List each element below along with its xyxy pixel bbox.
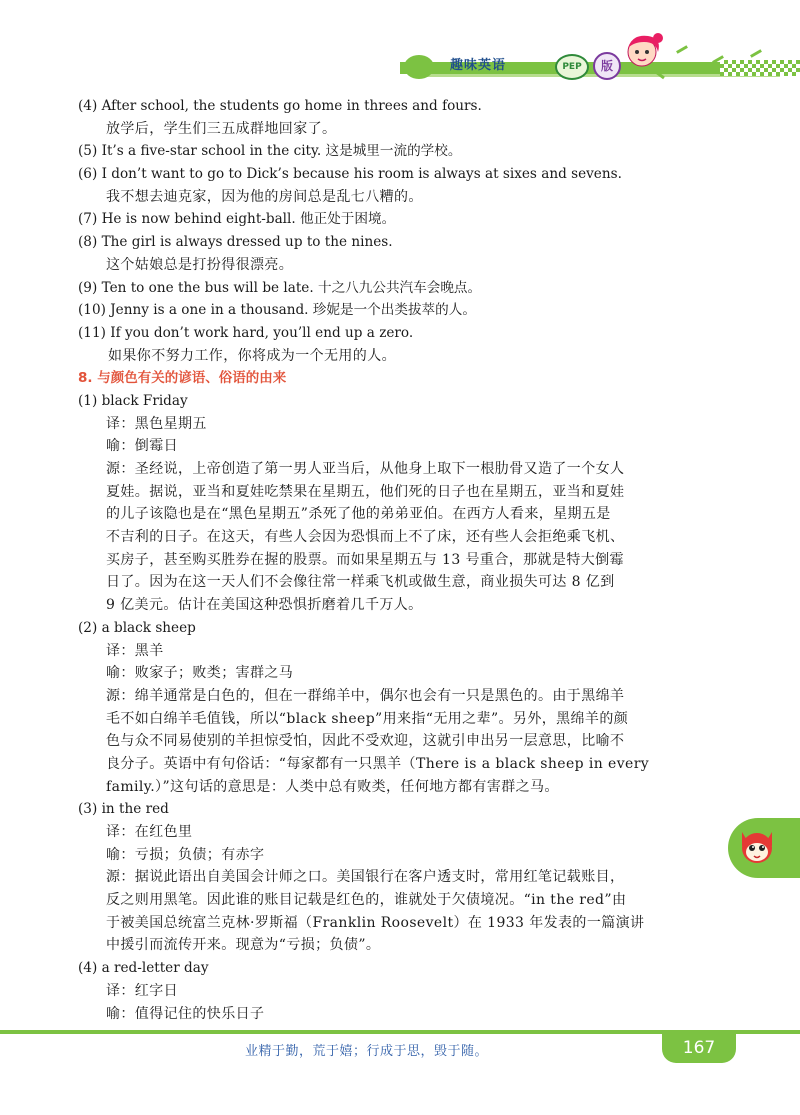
fox-mascot-icon [738,826,776,866]
term-black-friday: (1) black Friday [78,392,188,409]
header-dash-decoration [750,49,762,58]
meaning: 喻：亏损；负债；有赤字 [106,846,265,863]
origin-text: 不吉利的日子。在这天，有些人会因为恐惧而上不了床，还有些人会拒绝乘飞机、 [106,529,625,546]
idiom-4-chinese: 放学后，学生们三五成群地回家了。 [106,120,337,137]
origin-text: 良分子。英语中有句俗话：“每家都有一只黑羊（There is a black sheep in every [106,755,650,772]
page-header [0,0,800,95]
header-swoosh [404,55,434,79]
origin-text: 源：圣经说，上帝创造了第一男人亚当后，从他身上取下一根肋骨又造了一个女人 [106,461,625,477]
idiom-8-english: (8) The girl is always dressed up to the nines. [78,234,393,251]
translation: 译：在红色里 [106,824,193,840]
origin-text: 9 亿美元。估计在美国这种恐惧折磨着几千万人。 [106,597,423,614]
pep-badge: PEP [555,54,589,80]
section-heading: 8. 与颜色有关的谚语、俗语的由来 [78,370,287,387]
header-dash-decoration [676,45,688,54]
idiom-11-chinese: 如果你不努力工作，你将成为一个无用的人。 [108,347,396,364]
origin-text: 色与众不同易使别的羊担惊受怕，因此不受欢迎，这就引申出另一层意思，比喻不 [106,733,625,750]
origin-text: 日了。因为在这一天人们不会像往常一样乘飞机或做生意，商业损失可达 8 亿到 [106,574,615,591]
meaning: 喻：败家子；败类；害群之马 [106,665,294,682]
page-number: 167 [662,1033,736,1063]
idiom-9: (9) Ten to one the bus will be late. 十之八九公共汽车会晚点。 [78,279,482,296]
translation: 译：黑羊 [106,642,164,659]
origin-text: 的儿子该隐也是在“黑色星期五”杀死了他的弟弟亚伯。在西方人看来，星期五是 [106,506,611,523]
term-in-the-red: (3) in the red [78,801,169,818]
origin-text: family.）”这句话的意思是：人类中总有败类，任何地方都有害群之马。 [106,778,559,795]
idiom-7: (7) He is now behind eight-ball. 他正处于困境。 [78,211,396,228]
idiom-8-chinese: 这个姑娘总是打扮得很漂亮。 [106,256,294,273]
translation: 译：红字日 [106,982,178,999]
origin-text: 夏娃。据说，亚当和夏娃吃禁果在星期五，他们死的日子也在星期五，亚当和夏娃 [106,483,625,500]
origin-text: 毛不如白绵羊毛值钱，所以“black sheep”用来指“无用之辈”。另外，黑绵羊的颜 [106,710,629,727]
origin-text: 于被美国总统富兰克林·罗斯福（Franklin Roosevelt）在 1933 年发表的一篇演讲 [106,914,645,931]
origin-text: 买房子，甚至购买胜券在握的股票。而如果星期五与 13 号重合，那就是特大倒霉 [106,551,624,568]
meaning: 喻：值得记住的快乐日子 [106,1005,265,1022]
idiom-6-chinese: 我不想去迪克家，因为他的房间总是乱七八糟的。 [106,188,423,205]
idiom-5: (5) It’s a five-star school in the city. 这是城里一流的学校。 [78,143,462,160]
idiom-4-english: (4) After school, the students go home in threes and fours. [78,98,482,114]
origin-text: 源：据说此语出自美国会计师之口。美国银行在客户透支时，常用红笔记载账目， [106,869,625,886]
edition-badge: 版 [593,52,621,80]
translation: 译：黑色星期五 [106,415,207,432]
idiom-6-english: (6) I don’t want to go to Dick’s because his room is always at sixes and sevens. [78,166,622,183]
idiom-10: (10) Jenny is a one in a thousand. 珍妮是一个出类拔萃的人。 [78,302,476,319]
header-checker-pattern [720,60,800,76]
origin-text: 反之则用黑笔。因此谁的账目记载是红色的，谁就处于欠债境况。“in the red”由 [106,892,627,909]
cartoon-girl-icon [618,30,670,80]
meaning: 喻：倒霉日 [106,438,178,455]
footer-motto: 业精于勤，荒于嬉；行成于思，毁于随。 [245,1044,489,1059]
idiom-11-english: (11) If you don’t work hard, you’ll end up a zero. [78,324,414,341]
book-series-title: 趣味英语 [450,58,507,73]
origin-text: 源：绵羊通常是白色的，但在一群绵羊中，偶尔也会有一只是黑色的。由于黑绵羊 [106,687,625,704]
page-content [78,95,730,1025]
origin-text: 中援引而流传开来。现意为“亏损；负债”。 [106,937,381,954]
side-tab [728,818,800,878]
term-red-letter-day: (4) a red-letter day [78,960,209,977]
term-black-sheep: (2) a black sheep [78,619,196,636]
